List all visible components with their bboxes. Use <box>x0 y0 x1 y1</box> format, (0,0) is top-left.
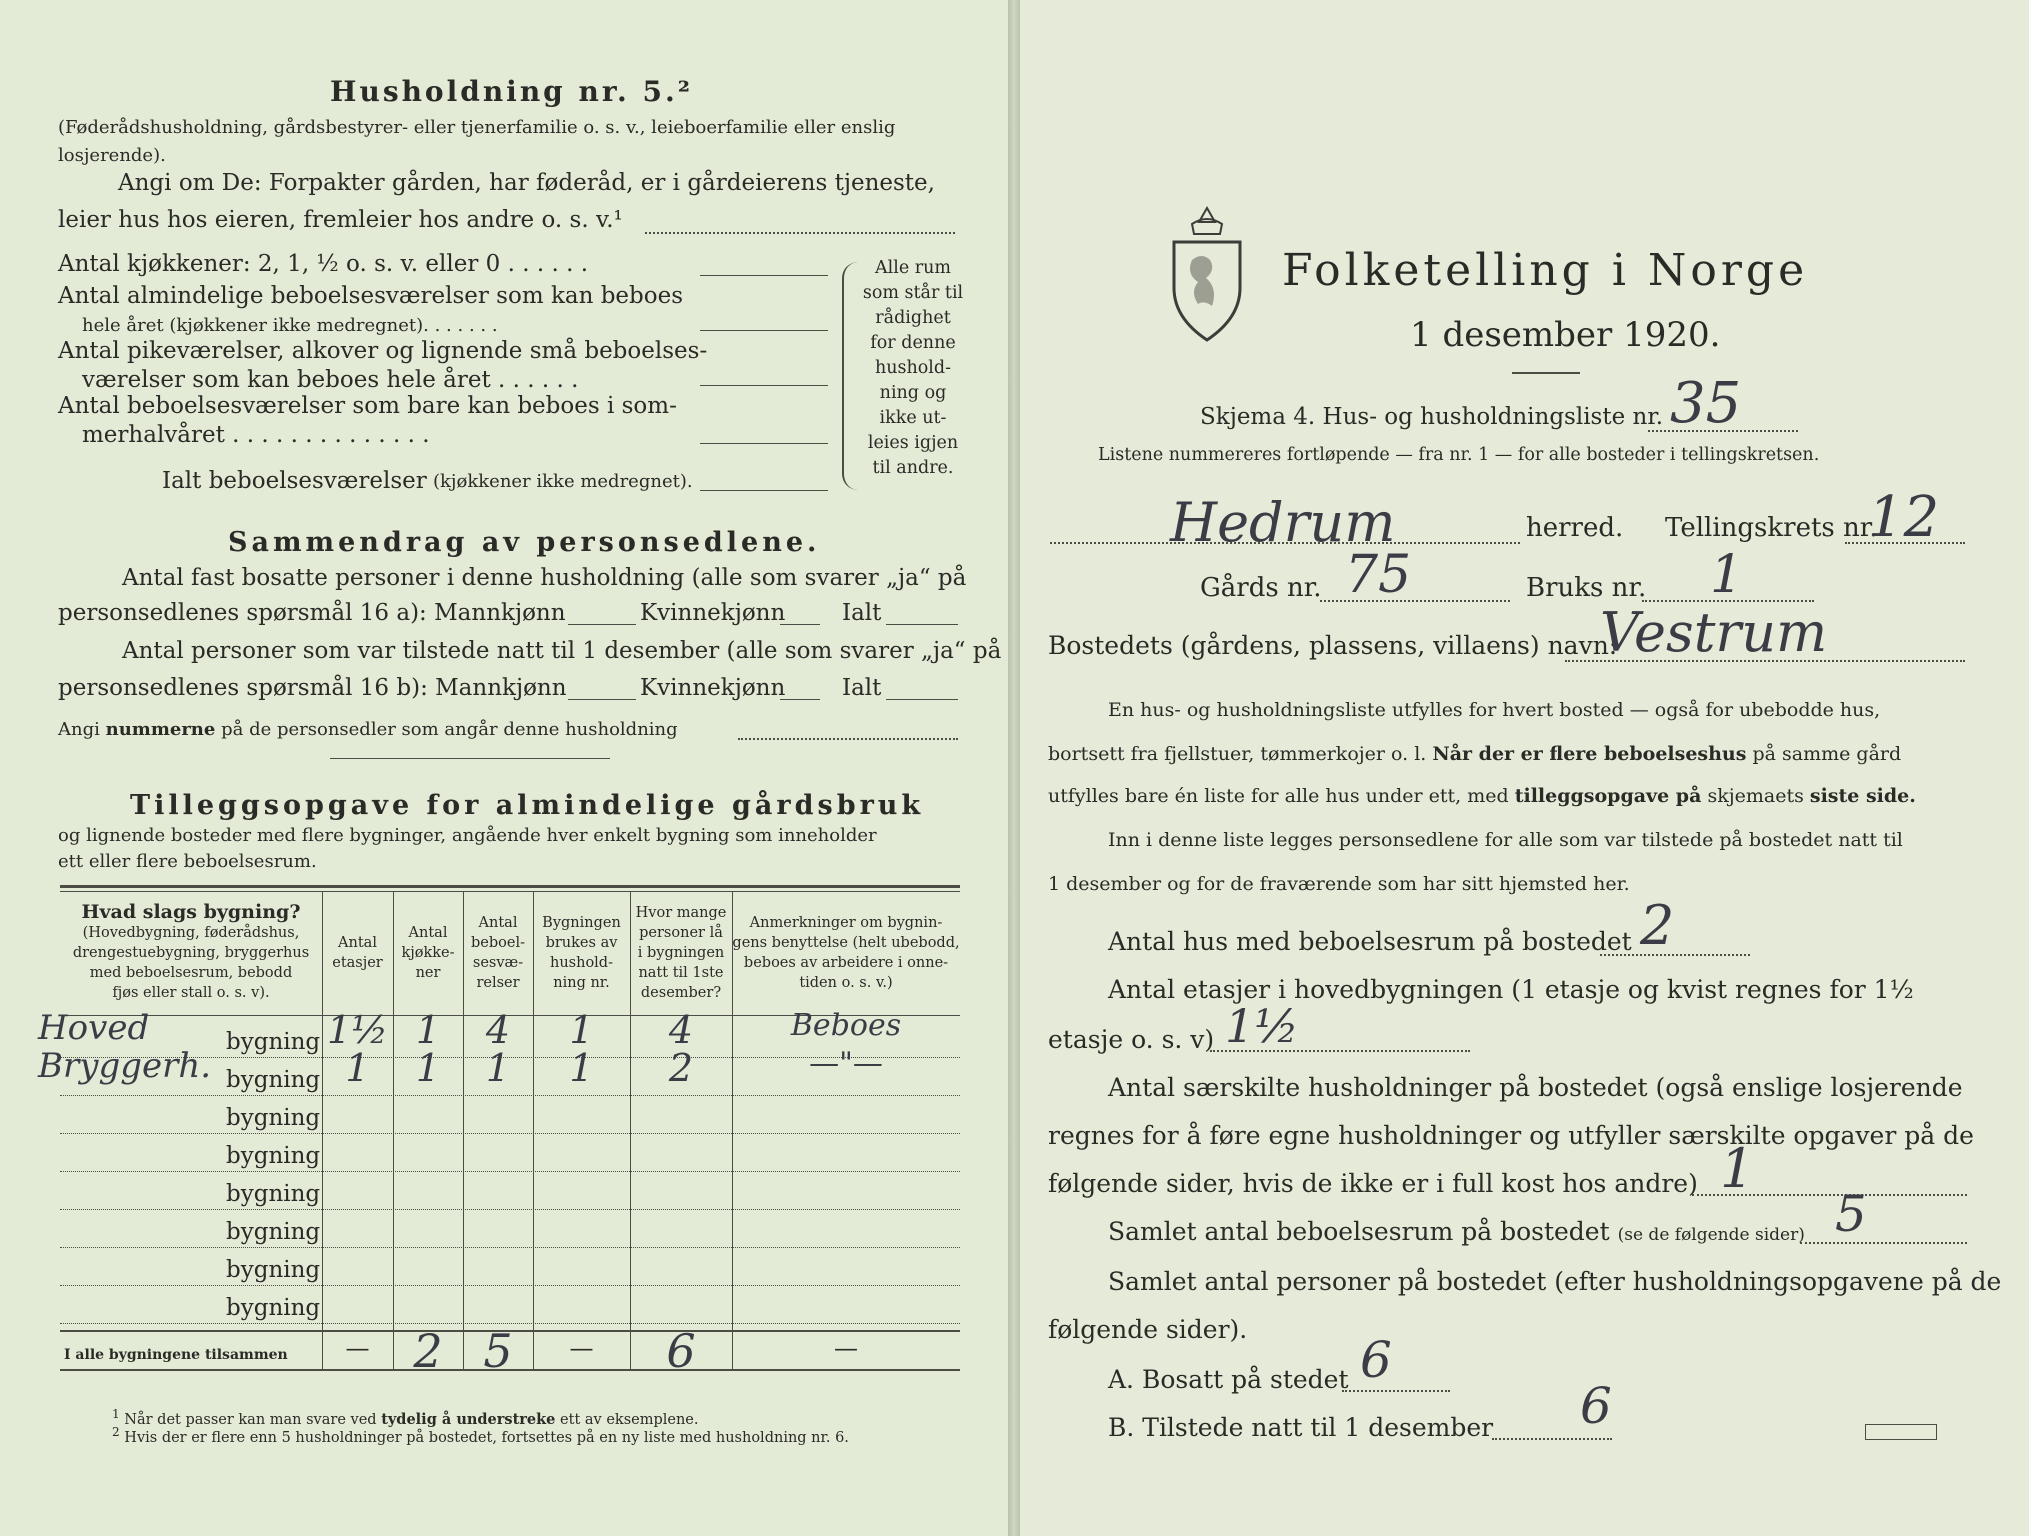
right-page <box>1020 0 2029 1536</box>
header-rooms-line-1: Antal <box>478 915 518 931</box>
bosted-line <box>1565 660 1965 662</box>
header-kitchens-line-1: Antal <box>408 925 448 941</box>
row-rule <box>60 1133 960 1134</box>
table-row <box>60 1213 960 1251</box>
row-rule <box>60 1209 960 1210</box>
brace-note-line-7: ikke ut- <box>879 408 947 428</box>
row-building-name: Hoved <box>38 1008 150 1048</box>
numbers-bold: nummerne <box>105 719 216 740</box>
header-remarks-line-2: gens benyttelse (helt ubebodd, <box>732 935 960 951</box>
instruction-3-mid: skjemaets <box>1707 785 1804 807</box>
row-floors: 1 <box>345 1046 370 1090</box>
krets-line <box>1845 542 1965 544</box>
header-persons-line-5: desember? <box>640 985 722 1001</box>
header-floors-line-1: Antal <box>338 935 377 951</box>
herred-line <box>1050 542 1520 544</box>
row-building-suffix: bygning <box>226 1257 321 1283</box>
summary-b-line-2: personsedlenes spørsmål 16 b): Mannkjønn <box>58 675 567 701</box>
page-fold <box>1008 0 1020 1536</box>
row-building-suffix: bygning <box>226 1143 321 1169</box>
floors-line <box>1210 1050 1470 1052</box>
houses-label: Antal hus med beboelsesrum på bostedet <box>1108 927 1632 956</box>
table-row <box>60 1137 960 1175</box>
instruction-2-bold: Når der er flere beboelseshus <box>1432 743 1747 765</box>
brace-note-line-8: leies igjen <box>867 433 959 453</box>
census-date: 1 desember 1920. <box>1410 315 1721 355</box>
instruction-4: Inn i denne liste legges personsedlene for alle som var tilstede på bostedet natt til <box>1108 829 1903 851</box>
row-household: 1 <box>569 1008 594 1052</box>
instruction-3 <box>1048 786 1916 808</box>
table-row <box>38 1046 960 1099</box>
instruction-1: En hus- og husholdningsliste utfylles for hvert bosted — også for ubebodde hus, <box>1108 699 1881 721</box>
numbers-post: på de personsedler som angår denne husholdning <box>221 719 678 740</box>
households-line-3: følgende sider, hvis de ikke er i full kost hos andre) <box>1048 1169 1698 1198</box>
buildings-table <box>38 885 960 1378</box>
floors-line-2: etasje o. s. v) <box>1048 1025 1215 1054</box>
table-top-rule <box>60 885 960 888</box>
header-household-line-1: Bygningen <box>542 915 621 931</box>
footnote-1-pre: Når det passer kan man svare ved <box>124 1411 377 1428</box>
supplement-note-1: og lignende bosteder med flere bygninger, angående hver enkelt bygning som inneholder <box>58 825 877 846</box>
ordinary-rooms-answer-line <box>700 330 828 331</box>
row-rule <box>60 1095 960 1096</box>
row-persons: 4 <box>668 1008 694 1052</box>
total-rooms: 5 <box>483 1324 513 1378</box>
summary-divider <box>330 758 610 759</box>
header-persons <box>630 903 732 1003</box>
instruction-5: 1 desember og for de fraværende som har sitt hjemsted her. <box>1048 873 1630 895</box>
resident-label: A. Bosatt på stedet <box>1108 1365 1349 1394</box>
row-rule <box>60 1247 960 1248</box>
total-rooms-answer-line <box>700 490 828 491</box>
summary-a-line-2: personsedlenes spørsmål 16 a): Mannkjønn <box>58 600 566 626</box>
schema-number: 35 <box>1670 371 1742 436</box>
summer-rooms-label-1: Antal beboelsesværelser som bare kan beboes i som- <box>58 393 677 419</box>
present-value: 6 <box>1580 1377 1612 1435</box>
supplement-title: Tilleggsopgave for almindelige gårdsbruk <box>130 790 925 821</box>
numbers-question <box>58 720 678 741</box>
rooms-brace <box>842 262 858 490</box>
bruks-value: 1 <box>1710 545 1744 605</box>
houses-value: 2 <box>1640 894 1675 957</box>
header-building-sub <box>60 923 322 1003</box>
numbers-pre: Angi <box>58 719 100 740</box>
summary-b-line-1: Antal personer som var tilstede natt til 1 desember (alle som svarer „ja“ på <box>122 638 1002 664</box>
question-line-1: Angi om De: Forpakter gården, har føderåd, er i gårdeierens tjeneste, <box>118 170 935 196</box>
schema-label: Skjema 4. Hus- og husholdningsliste nr. <box>1200 404 1664 430</box>
rooms-total-value: 5 <box>1835 1185 1867 1243</box>
brace-note-line-4: for denne <box>870 333 956 353</box>
summary-a-total-line <box>886 624 958 625</box>
summary-b-male-line <box>568 699 636 700</box>
header-kitchens-line-2: kjøkke- <box>401 945 455 961</box>
brace-note-line-2: som står til <box>862 283 964 303</box>
left-page <box>0 0 1008 1536</box>
row-building-suffix: bygning <box>226 1105 321 1131</box>
resident-line <box>1342 1390 1450 1392</box>
resident-value: 6 <box>1360 1331 1392 1389</box>
total-persons: 6 <box>666 1324 696 1378</box>
row-rule <box>60 1171 960 1172</box>
header-building-sub-line-4: fjøs eller stall o. s. v). <box>112 985 270 1001</box>
header-persons-line-3: i bygningen <box>637 945 725 961</box>
rooms-total-note: (se de følgende sider) <box>1617 1225 1805 1245</box>
ordinary-rooms-label-2: hele året (kjøkkener ikke medregnet). . . . . . . <box>82 315 498 336</box>
bosted-value: Vestrum <box>1600 601 1828 664</box>
schema-number-line <box>1648 430 1798 432</box>
floors-line-1: Antal etasjer i hovedbygningen (1 etasje og kvist regnes for 1½ <box>1108 975 1914 1004</box>
gards-value: 75 <box>1345 545 1412 605</box>
header-building-sub-line-1: (Hovedbygning, føderådshus, <box>82 925 300 941</box>
header-floors-line-2: etasjer <box>332 955 383 971</box>
row-building-suffix: bygning <box>226 1181 321 1207</box>
household-note: (Føderådshusholdning, gårdsbestyrer- eller tjenerfamilie o. s. v., leieboerfamilie eller enslig losjerende). <box>58 117 896 166</box>
row-rooms: 4 <box>485 1008 511 1052</box>
numbers-answer-line <box>738 738 958 740</box>
header-persons-line-2: personer lå <box>639 925 723 941</box>
header-rooms-line-4: relser <box>476 975 520 991</box>
row-building-suffix: bygning <box>226 1219 321 1245</box>
gards-line <box>1320 600 1510 602</box>
small-rooms-label-2: værelser som kan beboes hele året . . . . . . <box>82 367 579 393</box>
main-title: Folketelling i Norge <box>1282 245 1809 296</box>
header-rooms <box>463 913 533 993</box>
question-answer-line <box>645 232 955 234</box>
brace-note-line-3: rådighet <box>875 308 951 328</box>
small-rooms-label-1: Antal pikeværelser, alkover og lignende små beboelses- <box>58 338 708 364</box>
row-building-suffix: bygning <box>226 1067 321 1093</box>
kitchens-answer-line <box>700 275 828 276</box>
krets-label: Tellingskrets nr. <box>1665 513 1878 543</box>
row-floors: 1½ <box>326 1008 388 1052</box>
row-rooms: 1 <box>485 1046 511 1090</box>
summary-b-total-label: Ialt <box>842 675 882 701</box>
header-kitchens <box>393 923 463 983</box>
header-building-sub-line-3: med beboelsesrum, bebodd <box>89 965 293 981</box>
row-remark: —"— <box>809 1046 883 1081</box>
header-household-line-2: brukes av <box>545 935 618 951</box>
rooms-total-text: Samlet antal beboelsesrum på bostedet <box>1108 1217 1610 1246</box>
floors-value: 1½ <box>1225 999 1299 1053</box>
brace-note-line-6: ning og <box>879 383 947 403</box>
footnote-2-text: Hvis der er flere enn 5 husholdninger på bostedet, fortsettes på en ny liste med husholdning nr. 6. <box>124 1429 849 1446</box>
total-rooms-label: Ialt beboelsesværelser <box>162 468 427 494</box>
supplement-note-2: ett eller flere beboelsesrum. <box>58 851 317 872</box>
header-building-title: Hvad slags bygning? <box>81 901 301 923</box>
rooms-total-label <box>1108 1218 1805 1247</box>
header-remarks-line-4: tiden o. s. v.) <box>799 975 893 991</box>
row-household: 1 <box>569 1046 594 1090</box>
footnote-1-post: ett av eksemplene. <box>560 1411 699 1428</box>
persons-line-1: Samlet antal personer på bostedet (efter husholdningsopgavene på de <box>1108 1267 2002 1296</box>
header-household-line-3: hushold- <box>549 955 613 971</box>
header-remarks-line-3: beboes av arbeidere i onne- <box>743 955 949 971</box>
row-remark: Beboes <box>790 1008 902 1043</box>
instruction-3-bold: tilleggsopgave på <box>1514 785 1702 807</box>
summary-a-male-line <box>568 624 636 625</box>
total-kitchens: 2 <box>413 1324 443 1378</box>
printer-stamp <box>1865 1424 1937 1440</box>
schema-note: Listene nummereres fortløpende — fra nr. 1 — for alle bosteder i tellingskretsen. <box>1098 445 1820 465</box>
total-remark: — <box>834 1334 858 1362</box>
herred-label: herred. <box>1526 513 1624 543</box>
summary-b-female-line <box>780 699 820 700</box>
gards-label: Gårds nr. <box>1200 573 1322 603</box>
summary-b-female-label: Kvinnekjønn <box>640 675 786 701</box>
total-floors: — <box>345 1334 370 1362</box>
table-bottom-rule <box>60 1369 960 1371</box>
question-line-2: leier hus hos eieren, fremleier hos andre o. s. v.¹ <box>58 207 623 233</box>
summary-a-female-line <box>780 624 820 625</box>
header-remarks-line-1: Anmerkninger om bygnin- <box>749 915 943 931</box>
brace-note <box>858 256 968 481</box>
houses-line <box>1600 954 1750 956</box>
summary-a-female-label: Kvinnekjønn <box>640 600 786 626</box>
krets-value: 12 <box>1868 485 1940 550</box>
header-building-sub-line-2: drengestuebygning, bryggerhus <box>72 945 310 961</box>
row-kitchens: 1 <box>415 1008 441 1052</box>
herred-value: Hedrum <box>1170 491 1396 554</box>
summary-b-total-line <box>886 699 958 700</box>
bosted-label: Bostedets (gårdens, plassens, villaens) navn: <box>1048 631 1618 660</box>
instruction-2-post: på samme gård <box>1752 743 1902 765</box>
header-household <box>533 913 630 993</box>
row-building-suffix: bygning <box>226 1295 321 1321</box>
header-persons-line-4: natt til 1ste <box>638 965 724 981</box>
header-remarks <box>732 913 960 993</box>
table-row <box>60 1099 960 1137</box>
row-rule <box>60 1285 960 1286</box>
summer-rooms-label-2: merhalvåret . . . . . . . . . . . . . . <box>82 422 430 448</box>
header-kitchens-line-3: ner <box>415 965 441 981</box>
instruction-3-pre: utfylles bare én liste for alle hus under ett, med <box>1048 785 1509 807</box>
header-building <box>60 901 322 1003</box>
total-row-label: I alle bygningene tilsammen <box>64 1347 288 1363</box>
footnote-1: $^1$ Når det passer kan man svare ved tydelig å understreke ett av eksemplene. <box>112 1407 699 1428</box>
header-persons-line-1: Hvor mange <box>635 905 727 921</box>
kitchens-label: Antal kjøkkener: 2, 1, ½ o. s. v. eller 0 . . . . . . <box>58 251 589 277</box>
footnote-1-bold: tydelig å understreke <box>381 1410 556 1428</box>
coat-of-arms-icon <box>1162 200 1252 350</box>
row-building-name: Bryggerh. <box>38 1046 212 1086</box>
households-value: 1 <box>1720 1137 1755 1200</box>
row-kitchens: 1 <box>415 1046 441 1090</box>
footnote-2: $^2$ Hvis der er flere enn 5 husholdninger på bostedet, fortsettes på en ny liste med husholdning nr. 6. <box>112 1425 849 1446</box>
summary-a-line-1: Antal fast bosatte personer i denne husholdning (alle som svarer „ja“ på <box>122 565 967 591</box>
bruks-label: Bruks nr. <box>1526 573 1647 603</box>
header-household-line-4: ning nr. <box>553 975 610 991</box>
summary-title: Sammendrag av personsedlene. <box>228 527 821 558</box>
title-divider <box>1512 372 1580 374</box>
instruction-3-bold2: siste side. <box>1809 785 1916 807</box>
table-row <box>60 1175 960 1213</box>
header-rooms-line-2: beboel- <box>471 935 525 951</box>
row-persons: 2 <box>668 1046 694 1090</box>
present-label: B. Tilstede natt til 1 desember <box>1108 1413 1494 1442</box>
brace-note-line-1: Alle rum <box>875 258 951 278</box>
small-rooms-answer-line <box>700 385 828 386</box>
present-line <box>1492 1438 1612 1440</box>
total-household: — <box>569 1334 594 1362</box>
total-rooms-note: (kjøkkener ikke medregnet). <box>433 471 693 492</box>
table-top-rule-2 <box>60 891 960 892</box>
brace-note-line-9: til andre. <box>872 458 954 478</box>
instruction-2 <box>1048 744 1901 766</box>
households-line-1: Antal særskilte husholdninger på bostedet (også enslige losjerende <box>1108 1073 1963 1102</box>
table-row <box>60 1251 960 1289</box>
rooms-total-line <box>1800 1242 1967 1244</box>
instruction-2-pre: bortsett fra fjellstuer, tømmerkojer o. l. <box>1048 743 1427 765</box>
households-line <box>1692 1194 1967 1196</box>
header-rooms-line-3: sesvæ- <box>472 955 524 971</box>
table-row <box>60 1289 960 1327</box>
brace-note-line-5: hushold- <box>874 358 952 378</box>
summer-rooms-answer-line <box>700 443 828 444</box>
ordinary-rooms-label-1: Antal almindelige beboelsesværelser som kan beboes <box>58 283 684 309</box>
header-floors <box>322 933 393 973</box>
households-line-2: regnes for å føre egne husholdninger og utfyller særskilte opgaver på de <box>1048 1121 1974 1150</box>
household-title: Husholdning nr. 5.² <box>330 75 694 108</box>
summary-a-total-label: Ialt <box>842 600 882 626</box>
row-building-suffix: bygning <box>226 1029 321 1055</box>
persons-line-2: følgende sider). <box>1048 1315 1248 1344</box>
